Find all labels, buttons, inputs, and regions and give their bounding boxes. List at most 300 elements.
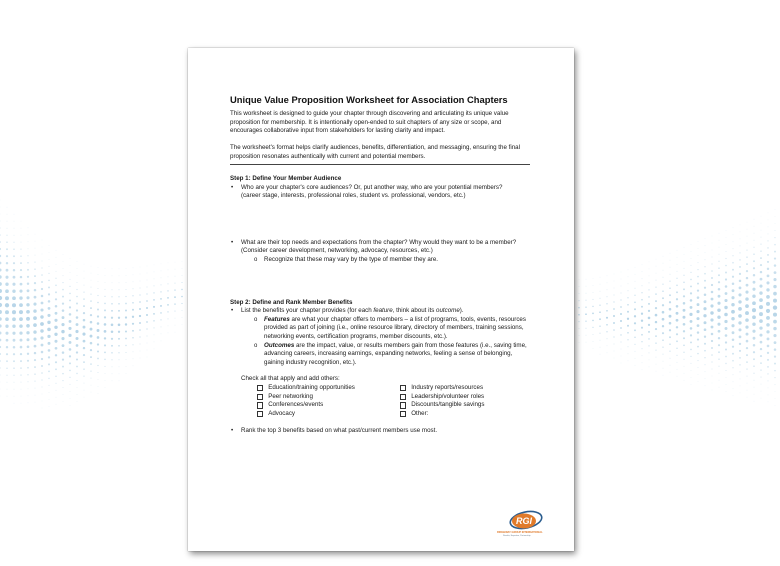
background-dot [662,284,663,285]
background-dot [27,381,28,382]
checkbox-other[interactable] [400,410,540,419]
checkbox-square-icon[interactable] [257,411,263,417]
background-dot [663,361,664,362]
background-dot [104,296,105,297]
background-dot [766,330,769,333]
background-dot [27,367,29,369]
background-dot [634,329,636,331]
background-dot [745,304,749,308]
background-dot [753,358,755,360]
background-dot [767,373,768,374]
background-dot [642,369,643,370]
hollow-bullet-icon: o [254,257,258,264]
background-dot [5,303,9,307]
background-dot [21,242,22,243]
background-dot [711,284,713,286]
background-dot [733,395,734,396]
background-dot [83,312,85,314]
background-dot [97,309,99,311]
background-dot [579,286,580,287]
background-dot [139,336,140,337]
background-dot [118,324,121,327]
background-dot [167,290,168,291]
background-dot [754,219,755,220]
background-dot [761,216,762,217]
background-dot [663,277,664,278]
background-dot [27,276,29,278]
checkbox-conferences[interactable] [257,401,400,410]
background-dot [677,250,678,251]
background-dot [593,278,594,279]
background-dot [182,317,183,318]
background-dot [746,263,748,265]
background-dot [739,371,740,372]
background-dot [711,340,713,342]
subpoint-text: Recognize that these may vary by the type of member they are. [264,256,439,264]
background-dot [0,296,2,300]
background-dot [118,310,120,312]
background-dot [754,226,755,227]
background-dot [55,354,57,356]
background-dot [739,364,740,365]
background-dot [662,311,665,314]
background-dot [739,280,742,283]
background-dot [775,391,776,392]
checkbox-square-icon[interactable] [257,394,263,400]
background-dot [725,349,727,351]
background-dot [47,321,50,324]
background-dot [13,262,15,264]
background-dot [760,362,762,364]
background-dot [775,384,776,385]
background-dot [677,257,678,258]
background-dot [153,327,154,328]
background-dot [606,317,608,319]
background-dot [760,264,762,266]
question-1-text: Who are your chapter's core audiences? Or, put another way, who are your potential members? [241,183,503,191]
background-dot [627,332,629,334]
background-dot [717,323,720,326]
background-dot [42,401,43,402]
background-dot [76,358,78,360]
background-dot [726,377,727,378]
checkbox-square-icon[interactable] [400,385,406,391]
background-dot [125,345,126,346]
background-dot [154,279,155,280]
background-dot [669,281,670,282]
background-dot [676,291,678,293]
background-dot [710,311,713,314]
background-dot [160,319,161,320]
background-dot [697,360,698,361]
background-dot [719,387,720,388]
background-dot [28,227,29,228]
background-dot [684,254,685,255]
background-dot [712,383,713,384]
background-dot [656,259,657,260]
background-dot [140,351,141,352]
background-dot [14,396,15,397]
step-1-question-2 [230,239,530,256]
background-dot [662,297,664,299]
background-dot [752,301,756,305]
background-dot [112,366,113,367]
background-dot [669,315,672,318]
background-dot [40,315,43,318]
background-dot [704,357,705,358]
background-dot [697,303,700,306]
checkbox-label: Education/training opportunities [268,383,355,391]
background-dot [747,222,748,223]
checkbox-label: Conferences/events [268,401,324,409]
background-dot [768,220,769,221]
background-dot [773,299,777,303]
background-dot [76,366,78,368]
background-dot [132,316,134,318]
background-dot [649,352,650,353]
checkbox-square-icon[interactable] [257,385,263,391]
background-dot [585,300,586,301]
background-dot [147,350,148,351]
background-dot [104,309,106,311]
background-dot [773,327,776,330]
background-dot [627,318,629,320]
background-dot [711,270,713,272]
background-dot [147,280,148,281]
background-dot [732,331,735,334]
checkbox-square-icon[interactable] [257,402,263,408]
checkbox-label: Discounts/tangible savings [411,401,485,409]
background-dot [670,274,671,275]
background-dot [607,275,608,276]
background-dot [63,401,64,402]
background-dot [705,259,706,260]
background-dot [635,358,636,359]
background-dot [19,303,23,307]
background-dot [740,225,741,226]
background-dot [139,329,141,331]
background-dot [69,320,72,323]
background-dot [133,365,134,366]
checkbox-industry-reports[interactable] [400,384,540,393]
background-dot [42,254,43,255]
background-dot [77,261,78,262]
background-dot [627,304,629,306]
background-dot [677,271,678,272]
background-dot [600,354,601,355]
background-dot [14,214,15,215]
background-dot [690,356,691,357]
checkbox-advocacy[interactable] [257,410,400,419]
background-dot [725,363,726,364]
background-dot [670,365,671,366]
background-dot [84,285,85,286]
background-dot [7,382,8,383]
background-dot [147,266,148,267]
background-dot [49,392,50,393]
background-dot [718,267,720,269]
background-dot [83,319,86,322]
background-dot [48,371,50,373]
background-dot [161,264,162,265]
background-dot [607,338,608,339]
background-dot [761,384,762,385]
rank-text: Rank the top 3 benefits based on what past/current members use most. [241,427,438,435]
checkbox-square-icon[interactable] [400,402,406,408]
background-dot [718,274,720,276]
background-dot [104,337,106,339]
background-dot [126,289,127,290]
background-dot [599,325,600,326]
background-dot [719,233,720,234]
background-dot [733,234,734,235]
background-dot [168,326,169,327]
background-dot [648,338,650,340]
background-dot [146,328,147,329]
background-dot [125,323,127,325]
background-dot [725,258,726,259]
background-dot [767,352,769,354]
background-dot [683,288,685,290]
background-dot [697,346,699,348]
background-dot [586,279,587,280]
background-dot [105,387,106,388]
background-dot [76,337,79,340]
background-dot [642,362,643,363]
background-dot [54,333,57,336]
background-dot [641,292,642,293]
background-dot [774,341,777,344]
background-dot [607,282,608,283]
background-dot [181,296,183,298]
background-dot [105,289,106,290]
background-dot [697,353,698,354]
background-dot [111,317,113,319]
background-dot [773,278,776,281]
background-dot [620,327,622,329]
background-dot [767,268,769,270]
background-dot [747,383,748,384]
background-dot [132,344,133,345]
background-dot [662,339,664,341]
background-dot [0,289,2,293]
background-dot [717,302,720,305]
background-dot [0,268,2,271]
background-dot [669,301,671,303]
background-dot [718,330,721,333]
checkbox-education[interactable] [257,384,400,393]
background-dot [47,335,50,338]
background-dot [0,339,1,342]
background-dot [19,317,23,321]
checkbox-label: Other: [411,409,429,417]
background-dot [82,333,85,336]
background-dot [586,342,587,343]
background-dot [621,279,622,280]
background-dot [125,296,126,297]
background-dot [160,305,162,307]
background-dot [35,241,36,242]
background-dot [676,312,679,315]
background-dot [84,383,85,384]
background-dot [746,347,748,349]
background-dot [663,270,664,271]
background-dot [627,339,628,340]
background-dot [683,323,686,326]
background-dot [90,356,92,358]
background-dot [69,362,71,364]
checkbox-square-icon[interactable] [400,394,406,400]
background-dot [655,342,657,344]
background-dot [83,376,84,377]
background-dot [656,266,657,267]
background-dot [20,367,22,369]
background-dot [20,360,22,362]
background-dot [676,319,679,322]
background-dot [54,326,57,329]
checkbox-square-icon[interactable] [400,411,406,417]
background-dot [773,285,776,288]
background-dot [48,378,49,379]
background-dot [683,275,684,276]
background-dot [40,322,44,326]
background-dot [768,402,769,403]
background-dot [691,258,692,259]
background-dot [118,317,120,319]
background-dot [628,290,629,291]
background-dot [655,293,657,295]
background-dot [20,276,22,278]
background-dot [704,336,706,338]
background-dot [112,282,113,283]
background-dot [739,343,741,345]
background-dot [725,265,727,267]
background-dot [655,307,657,309]
background-dot [635,274,636,275]
background-dot [104,366,105,367]
background-dot [732,269,734,271]
background-dot [669,322,672,325]
background-dot [175,332,176,333]
background-dot [690,292,692,294]
background-dot [42,387,43,388]
background-dot [6,339,9,342]
background-dot [585,321,586,322]
background-dot [125,338,127,340]
background-dot [711,347,713,349]
background-dot [746,368,747,369]
background-dot [747,236,748,237]
background-dot [34,366,36,368]
background-dot [774,251,776,253]
background-dot [690,272,691,273]
background-dot [33,303,36,306]
background-dot [599,298,600,299]
background-dot [0,282,2,286]
checkbox-discounts[interactable] [400,401,540,410]
background-dot [97,343,99,345]
checkbox-leadership[interactable] [400,393,540,402]
background-dot [606,331,607,332]
background-dot [146,307,148,309]
background-dot [28,395,29,396]
background-dot [133,281,134,282]
background-dot [691,244,692,245]
background-dot [12,317,16,321]
background-dot [635,267,636,268]
background-dot [649,367,650,368]
background-dot [775,398,776,399]
background-dot [712,243,713,244]
background-dot [132,323,134,325]
background-dot [725,370,726,371]
background-dot [28,241,29,242]
background-dot [774,356,776,358]
background-dot [77,282,78,283]
background-dot [140,267,141,268]
background-dot [111,296,112,297]
background-dot [35,248,36,249]
background-dot [133,358,134,359]
background-dot [648,317,651,320]
background-dot [717,308,720,311]
background-dot [76,380,77,381]
background-dot [690,279,692,281]
background-dot [773,305,777,309]
background-dot [126,282,127,283]
background-dot [600,284,601,285]
background-dot [613,336,614,337]
background-dot [691,363,692,364]
background-dot [711,263,712,264]
background-dot [641,348,642,349]
background-dot [62,309,65,312]
checkbox-peer-networking[interactable] [257,393,400,402]
background-dot [690,327,693,330]
background-dot [118,331,120,333]
background-dot [168,270,169,271]
background-dot [752,294,755,297]
background-dot [140,281,141,282]
background-dot [62,344,65,347]
background-dot [761,237,762,238]
background-dot [766,295,770,299]
background-dot [76,351,78,353]
background-dot [126,359,127,360]
background-dot [56,404,57,405]
background-dot [97,365,98,366]
background-dot [649,360,650,361]
background-dot [182,261,183,262]
background-dot [746,354,748,356]
background-dot [747,390,748,391]
question-2-subpoint [230,256,530,265]
background-dot [69,313,72,316]
background-dot [76,373,77,374]
background-dot [593,285,594,286]
background-dot [760,369,761,370]
background-dot [662,304,664,306]
background-dot [154,265,155,266]
background-dot [19,331,22,334]
background-dot [760,257,762,259]
background-dot [704,266,705,267]
background-dot [592,320,594,322]
background-dot [112,380,113,381]
background-dot [683,302,686,305]
background-dot [634,322,636,324]
background-dot [677,362,678,363]
